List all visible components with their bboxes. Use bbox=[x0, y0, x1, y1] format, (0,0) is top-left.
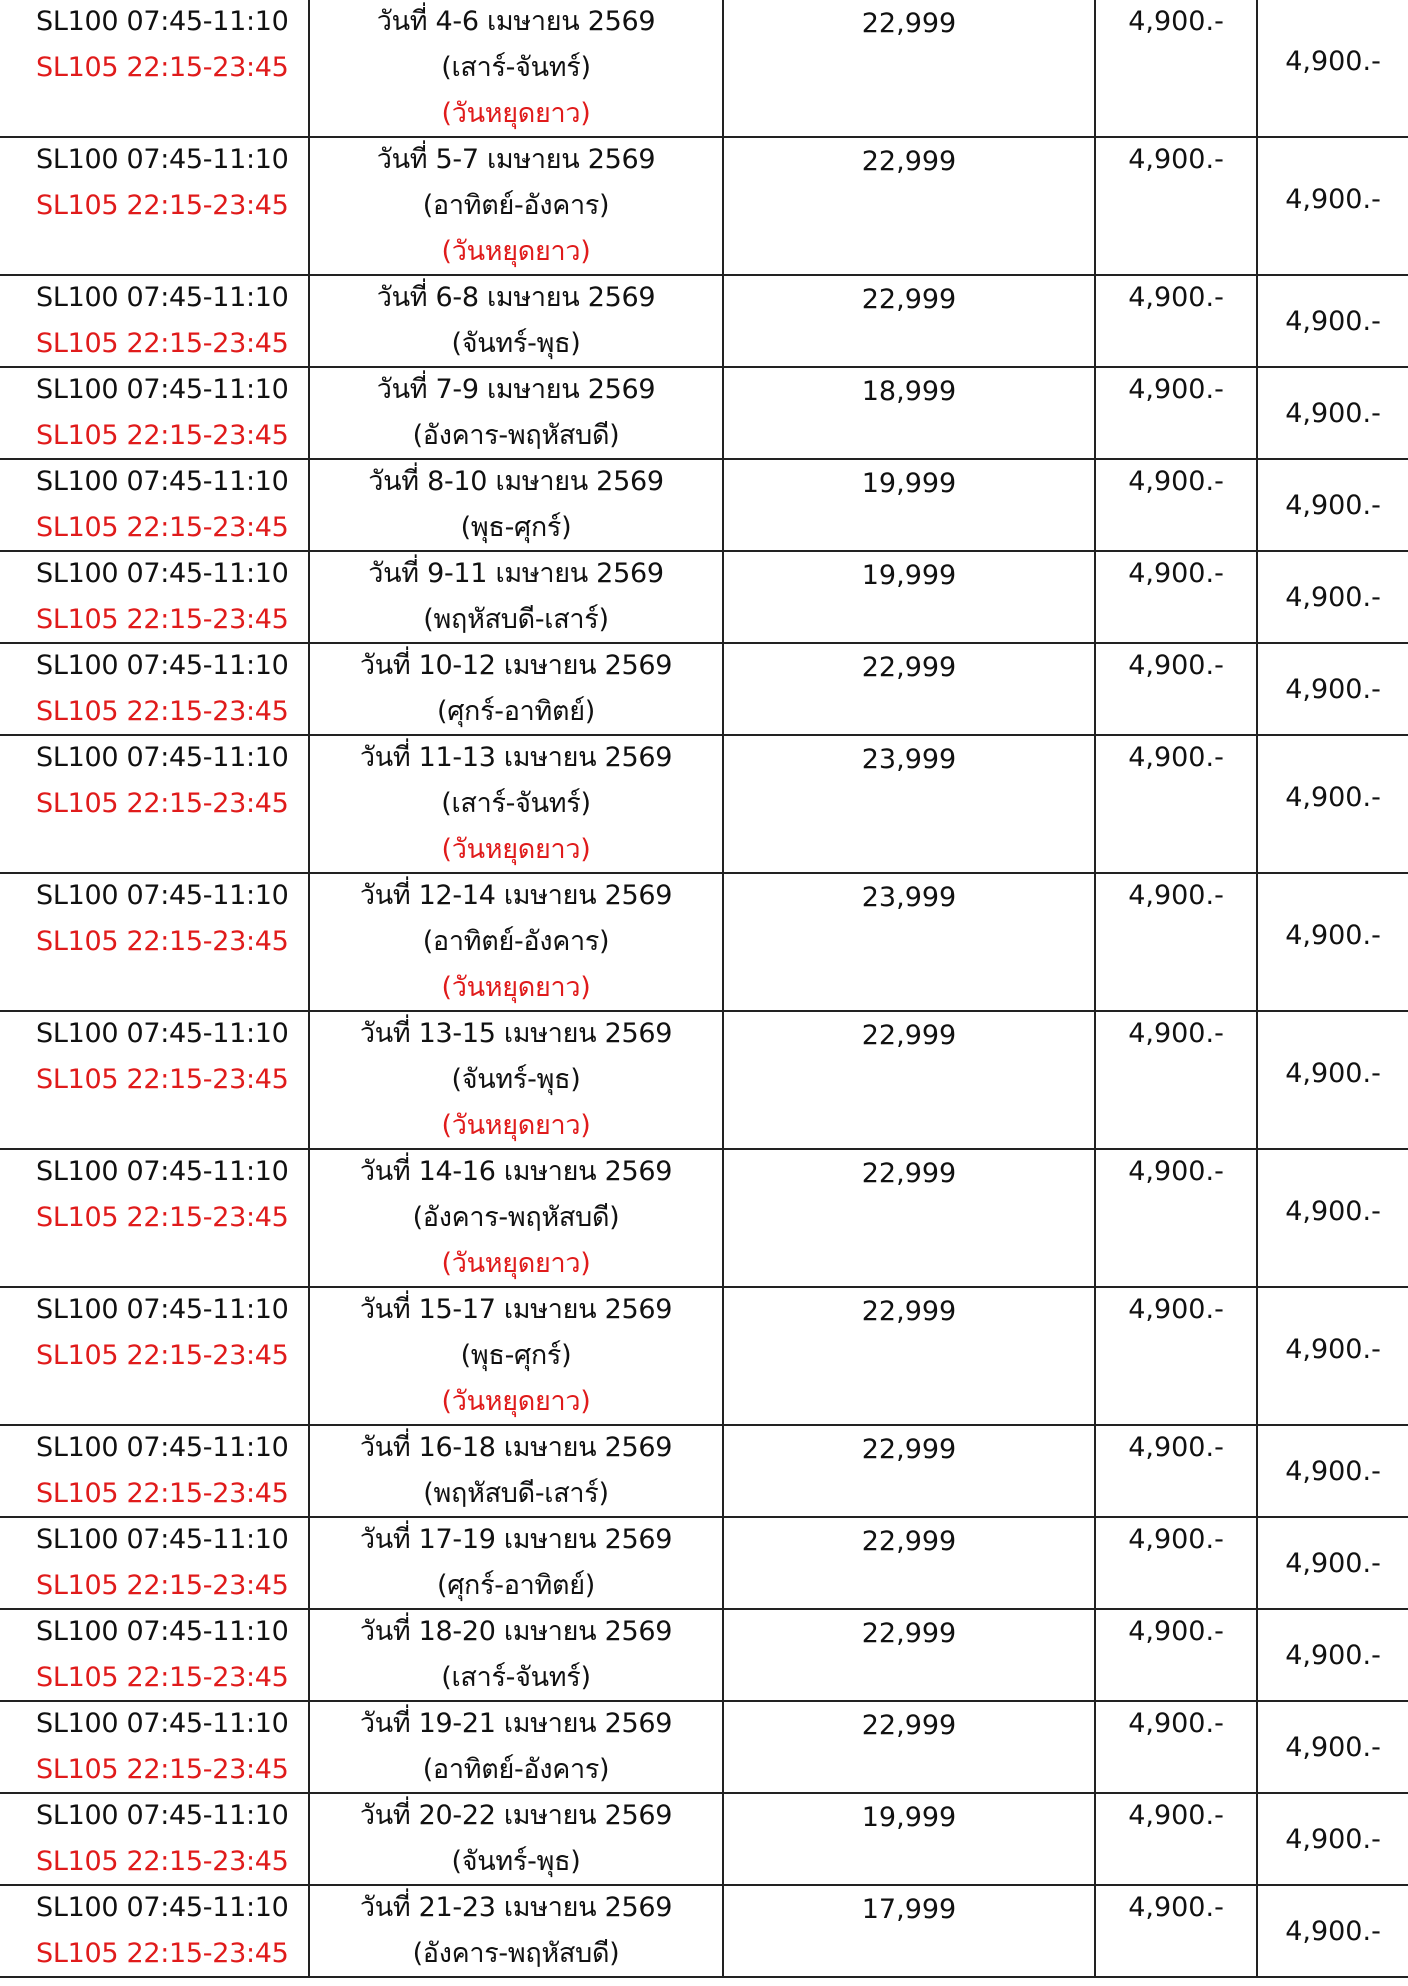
flight-back: SL105 22:15-23:45 bbox=[36, 420, 289, 451]
date: วันที่ 17-19 เมษายน 2569 bbox=[359, 1524, 673, 1555]
table-row bbox=[0, 138, 1408, 276]
table-row bbox=[0, 1426, 1408, 1518]
single: 4,900.- bbox=[1128, 880, 1224, 911]
flight-back: SL105 22:15-23:45 bbox=[36, 1846, 289, 1877]
days: (พุธ-ศุกร์) bbox=[460, 512, 572, 543]
days: (พฤหัสบดี-เสาร์) bbox=[423, 604, 609, 635]
single: 4,900.- bbox=[1128, 558, 1224, 589]
table-row bbox=[0, 1610, 1408, 1702]
flight-back: SL105 22:15-23:45 bbox=[36, 926, 289, 957]
extra: 4,900.- bbox=[1285, 1058, 1381, 1089]
flight-out: SL100 07:45-11:10 bbox=[36, 558, 289, 589]
table-row bbox=[0, 552, 1408, 644]
extra: 4,900.- bbox=[1285, 920, 1381, 951]
price: 22,999 bbox=[861, 8, 957, 39]
price: 23,999 bbox=[861, 744, 957, 775]
holiday: (วันหยุดยาว) bbox=[441, 1110, 591, 1141]
price: 19,999 bbox=[861, 468, 957, 499]
days: (เสาร์-จันทร์) bbox=[441, 1662, 591, 1693]
table-row bbox=[0, 1518, 1408, 1610]
table-row bbox=[0, 1012, 1408, 1150]
single: 4,900.- bbox=[1128, 1800, 1224, 1831]
days: (ศุกร์-อาทิตย์) bbox=[436, 1570, 596, 1601]
table-row bbox=[0, 276, 1408, 368]
single: 4,900.- bbox=[1128, 1616, 1224, 1647]
price: 22,999 bbox=[861, 1526, 957, 1557]
table-row bbox=[0, 1794, 1408, 1886]
extra: 4,900.- bbox=[1285, 1916, 1381, 1947]
extra: 4,900.- bbox=[1285, 1640, 1381, 1671]
flight-out: SL100 07:45-11:10 bbox=[36, 1800, 289, 1831]
flight-back: SL105 22:15-23:45 bbox=[36, 1478, 289, 1509]
days: (อาทิตย์-อังคาร) bbox=[422, 190, 610, 221]
days: (อังคาร-พฤหัสบดี) bbox=[412, 1938, 620, 1969]
days: (พฤหัสบดี-เสาร์) bbox=[423, 1478, 609, 1509]
extra: 4,900.- bbox=[1285, 1732, 1381, 1763]
date: วันที่ 21-23 เมษายน 2569 bbox=[359, 1892, 673, 1923]
table-row bbox=[0, 644, 1408, 736]
flight-back: SL105 22:15-23:45 bbox=[36, 1570, 289, 1601]
single: 4,900.- bbox=[1128, 6, 1224, 37]
single: 4,900.- bbox=[1128, 1708, 1224, 1739]
price: 22,999 bbox=[861, 1020, 957, 1051]
flight-out: SL100 07:45-11:10 bbox=[36, 1708, 289, 1739]
days: (จันทร์-พุธ) bbox=[451, 328, 581, 359]
days: (จันทร์-พุธ) bbox=[451, 1846, 581, 1877]
date: วันที่ 15-17 เมษายน 2569 bbox=[359, 1294, 673, 1325]
holiday: (วันหยุดยาว) bbox=[441, 1386, 591, 1417]
date: วันที่ 10-12 เมษายน 2569 bbox=[359, 650, 673, 681]
price: 22,999 bbox=[861, 1618, 957, 1649]
date: วันที่ 13-15 เมษายน 2569 bbox=[359, 1018, 673, 1049]
flight-out: SL100 07:45-11:10 bbox=[36, 1524, 289, 1555]
holiday: (วันหยุดยาว) bbox=[441, 1248, 591, 1279]
extra: 4,900.- bbox=[1285, 582, 1381, 613]
date: วันที่ 11-13 เมษายน 2569 bbox=[359, 742, 673, 773]
flight-out: SL100 07:45-11:10 bbox=[36, 6, 289, 37]
price: 22,999 bbox=[861, 284, 957, 315]
flight-back: SL105 22:15-23:45 bbox=[36, 52, 289, 83]
days: (เสาร์-จันทร์) bbox=[441, 788, 591, 819]
extra: 4,900.- bbox=[1285, 1334, 1381, 1365]
flight-out: SL100 07:45-11:10 bbox=[36, 1892, 289, 1923]
flight-back: SL105 22:15-23:45 bbox=[36, 512, 289, 543]
flight-out: SL100 07:45-11:10 bbox=[36, 742, 289, 773]
holiday: (วันหยุดยาว) bbox=[441, 972, 591, 1003]
flight-out: SL100 07:45-11:10 bbox=[36, 374, 289, 405]
flight-out: SL100 07:45-11:10 bbox=[36, 282, 289, 313]
price: 19,999 bbox=[861, 560, 957, 591]
flight-out: SL100 07:45-11:10 bbox=[36, 1156, 289, 1187]
days: (อาทิตย์-อังคาร) bbox=[422, 926, 610, 957]
extra: 4,900.- bbox=[1285, 674, 1381, 705]
flight-out: SL100 07:45-11:10 bbox=[36, 144, 289, 175]
price: 22,999 bbox=[861, 1296, 957, 1327]
extra: 4,900.- bbox=[1285, 1548, 1381, 1579]
flight-out: SL100 07:45-11:10 bbox=[36, 1432, 289, 1463]
flight-back: SL105 22:15-23:45 bbox=[36, 604, 289, 635]
flight-out: SL100 07:45-11:10 bbox=[36, 1616, 289, 1647]
extra: 4,900.- bbox=[1285, 306, 1381, 337]
flight-back: SL105 22:15-23:45 bbox=[36, 1340, 289, 1371]
table-row bbox=[0, 1702, 1408, 1794]
flight-back: SL105 22:15-23:45 bbox=[36, 1202, 289, 1233]
days: (เสาร์-จันทร์) bbox=[441, 52, 591, 83]
date: วันที่ 18-20 เมษายน 2569 bbox=[359, 1616, 673, 1647]
extra: 4,900.- bbox=[1285, 1196, 1381, 1227]
days: (อังคาร-พฤหัสบดี) bbox=[412, 1202, 620, 1233]
single: 4,900.- bbox=[1128, 1432, 1224, 1463]
price: 22,999 bbox=[861, 1158, 957, 1189]
flight-back: SL105 22:15-23:45 bbox=[36, 1662, 289, 1693]
days: (ศุกร์-อาทิตย์) bbox=[436, 696, 596, 727]
flight-out: SL100 07:45-11:10 bbox=[36, 880, 289, 911]
flight-back: SL105 22:15-23:45 bbox=[36, 1938, 289, 1969]
holiday: (วันหยุดยาว) bbox=[441, 98, 591, 129]
single: 4,900.- bbox=[1128, 650, 1224, 681]
table-row bbox=[0, 460, 1408, 552]
table-row bbox=[0, 1288, 1408, 1426]
date: วันที่ 14-16 เมษายน 2569 bbox=[359, 1156, 673, 1187]
table-row bbox=[0, 736, 1408, 874]
single: 4,900.- bbox=[1128, 742, 1224, 773]
extra: 4,900.- bbox=[1285, 1456, 1381, 1487]
table-row bbox=[0, 874, 1408, 1012]
extra: 4,900.- bbox=[1285, 398, 1381, 429]
days: (อังคาร-พฤหัสบดี) bbox=[412, 420, 620, 451]
days: (จันทร์-พุธ) bbox=[451, 1064, 581, 1095]
table-row bbox=[0, 1886, 1408, 1978]
flight-back: SL105 22:15-23:45 bbox=[36, 328, 289, 359]
single: 4,900.- bbox=[1128, 466, 1224, 497]
days: (อาทิตย์-อังคาร) bbox=[422, 1754, 610, 1785]
single: 4,900.- bbox=[1128, 1018, 1224, 1049]
extra: 4,900.- bbox=[1285, 1824, 1381, 1855]
date: วันที่ 4-6 เมษายน 2569 bbox=[376, 6, 656, 37]
price: 17,999 bbox=[861, 1894, 957, 1925]
extra: 4,900.- bbox=[1285, 184, 1381, 215]
date: วันที่ 19-21 เมษายน 2569 bbox=[359, 1708, 673, 1739]
date: วันที่ 9-11 เมษายน 2569 bbox=[368, 558, 664, 589]
table-row bbox=[0, 1150, 1408, 1288]
table-row bbox=[0, 368, 1408, 460]
price: 22,999 bbox=[861, 1710, 957, 1741]
date: วันที่ 12-14 เมษายน 2569 bbox=[359, 880, 673, 911]
extra: 4,900.- bbox=[1285, 490, 1381, 521]
flight-back: SL105 22:15-23:45 bbox=[36, 190, 289, 221]
flight-back: SL105 22:15-23:45 bbox=[36, 1754, 289, 1785]
date: วันที่ 20-22 เมษายน 2569 bbox=[359, 1800, 673, 1831]
price: 22,999 bbox=[861, 1434, 957, 1465]
single: 4,900.- bbox=[1128, 1156, 1224, 1187]
flight-back: SL105 22:15-23:45 bbox=[36, 1064, 289, 1095]
date: วันที่ 16-18 เมษายน 2569 bbox=[359, 1432, 673, 1463]
price: 22,999 bbox=[861, 146, 957, 177]
single: 4,900.- bbox=[1128, 1524, 1224, 1555]
date: วันที่ 5-7 เมษายน 2569 bbox=[376, 144, 656, 175]
single: 4,900.- bbox=[1128, 374, 1224, 405]
single: 4,900.- bbox=[1128, 1294, 1224, 1325]
holiday: (วันหยุดยาว) bbox=[441, 834, 591, 865]
price: 23,999 bbox=[861, 882, 957, 913]
flight-out: SL100 07:45-11:10 bbox=[36, 466, 289, 497]
price: 19,999 bbox=[861, 1802, 957, 1833]
holiday: (วันหยุดยาว) bbox=[441, 236, 591, 267]
flight-out: SL100 07:45-11:10 bbox=[36, 1294, 289, 1325]
date: วันที่ 6-8 เมษายน 2569 bbox=[376, 282, 656, 313]
price: 18,999 bbox=[861, 376, 957, 407]
extra: 4,900.- bbox=[1285, 46, 1381, 77]
table-row bbox=[0, 0, 1408, 138]
single: 4,900.- bbox=[1128, 144, 1224, 175]
date: วันที่ 8-10 เมษายน 2569 bbox=[368, 466, 664, 497]
single: 4,900.- bbox=[1128, 1892, 1224, 1923]
flight-back: SL105 22:15-23:45 bbox=[36, 696, 289, 727]
flight-out: SL100 07:45-11:10 bbox=[36, 1018, 289, 1049]
price: 22,999 bbox=[861, 652, 957, 683]
days: (พุธ-ศุกร์) bbox=[460, 1340, 572, 1371]
extra: 4,900.- bbox=[1285, 782, 1381, 813]
flight-out: SL100 07:45-11:10 bbox=[36, 650, 289, 681]
date: วันที่ 7-9 เมษายน 2569 bbox=[376, 374, 656, 405]
flight-back: SL105 22:15-23:45 bbox=[36, 788, 289, 819]
single: 4,900.- bbox=[1128, 282, 1224, 313]
